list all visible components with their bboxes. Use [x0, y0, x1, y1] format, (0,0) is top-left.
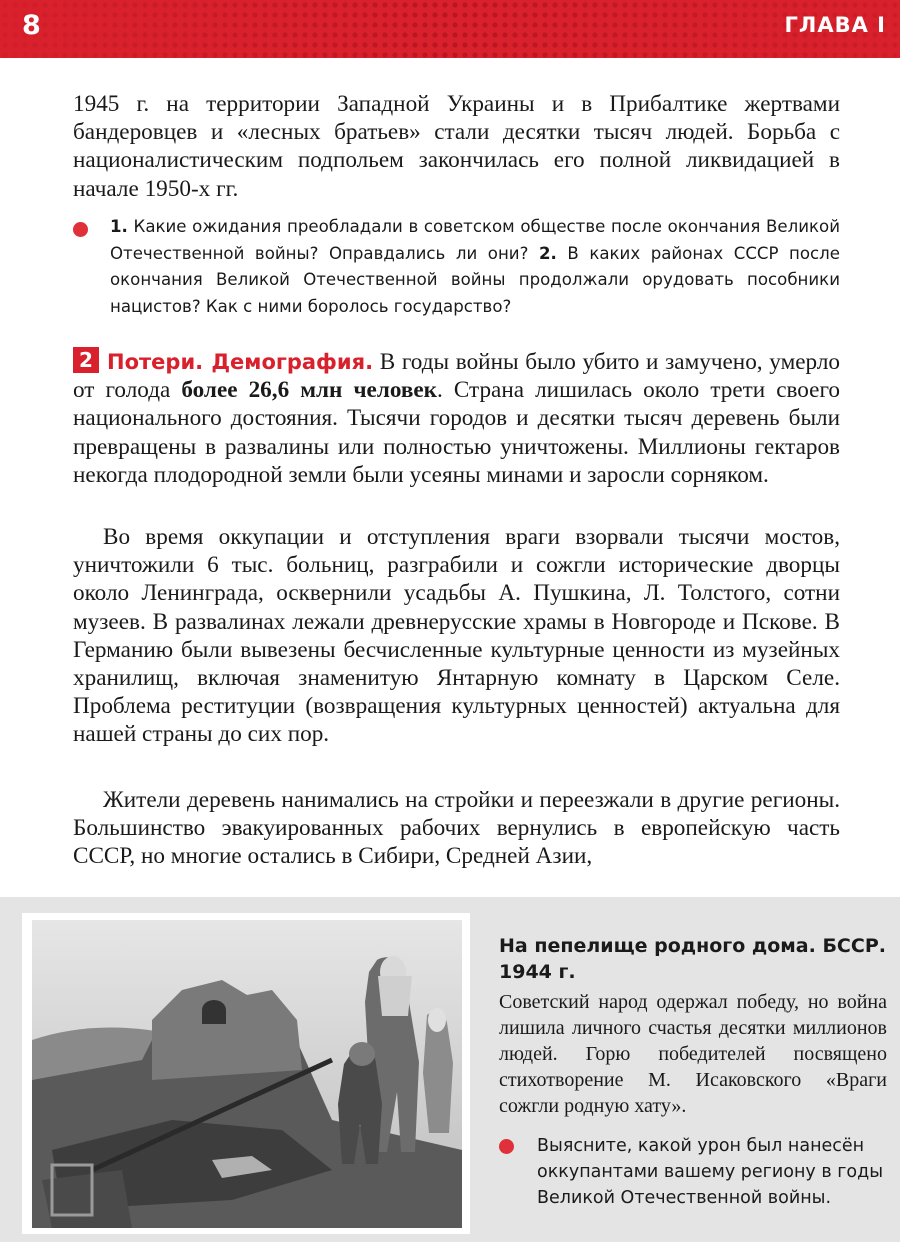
historical-photo — [32, 920, 462, 1228]
section-losses: 2 Потери. Демография. В годы войны было убито и замучено, умерло от голода более 26,6 млн человек. Страна лишилась около трети своего национального достояния. Тысячи городов и десятки тысяч деревень были превращены в развалины или полностью уничтожены. Миллионы гектаров некогда плодородной земли были усеяны минами и заросли сорняком. — [73, 348, 840, 488]
paragraph-occupation: Во время оккупации и отступления враги взорвали тысячи мостов, уничтожили 6 тыс. больниц, разграбили и сожгли исторические дворцы около Ленинграда, осквернили усадьбы А. Пушкина, Л. Толстого, сотни музеев. В развалинах лежали древнерусские храмы в Новгороде и Пскове. В Германию были вывезены бесчисленные культурные ценности из музейных хранилищ, включая знаменитую Янтарную комнату в Царском Селе. Проблема реституции (возвращения культурных ценностей) актуальна для нашей страны до сих пор. — [73, 524, 840, 748]
review-questions — [73, 214, 840, 321]
red-bullet-icon — [499, 1139, 514, 1154]
chapter-label: ГЛАВА I — [784, 13, 886, 37]
figure-caption-title: На пепелище родного дома. БССР. 1944 г. — [499, 935, 886, 983]
section-title: Потери. Демография. — [107, 350, 374, 374]
section-number-badge: 2 — [73, 347, 99, 373]
task-text: Выясните, какой урон был нанесён оккупантами вашему региону в годы Великой Отечественной войны. — [537, 1136, 884, 1208]
page-header — [0, 0, 900, 58]
losses-figure: более 26,6 млн человек — [181, 377, 438, 404]
paragraph-intro: 1945 г. на территории Западной Украины и в Прибалтике жертвами бандеровцев и «лесных братьев» стали десятки тысяч людей. Борьба с националистическим подпольем закончилась его полной ликвидацией в начале 1950-х гг. — [73, 91, 840, 202]
red-bullet-icon — [73, 222, 88, 237]
figure-caption-text: Советский народ одержал победу, но война лишила личного счастья десятки миллионов людей. Горю победителей посвящено стихотворение М. Исаковского «Враги сожгли родную хату». — [499, 991, 887, 1117]
header-dot-pattern — [0, 0, 900, 58]
questions-text: 1. Какие ожидания преобладали в советском обществе после окончания Великой Отечественной войны? Оправдались ли они? 2. В каких районах СССР после окончания Великой Отечественной войны продолжали орудовать пособники нацистов? Как с ними боролось государство? — [110, 217, 840, 317]
figure-task — [499, 1133, 889, 1211]
paragraph-migration: Жители деревень нанимались на стройки и переезжали в другие регионы. Большинство эвакуированных рабочих вернулись в европейскую часть СССР, но многие остались в Сибири, Средней Азии, — [73, 787, 840, 870]
page-number: 8 — [22, 10, 41, 41]
